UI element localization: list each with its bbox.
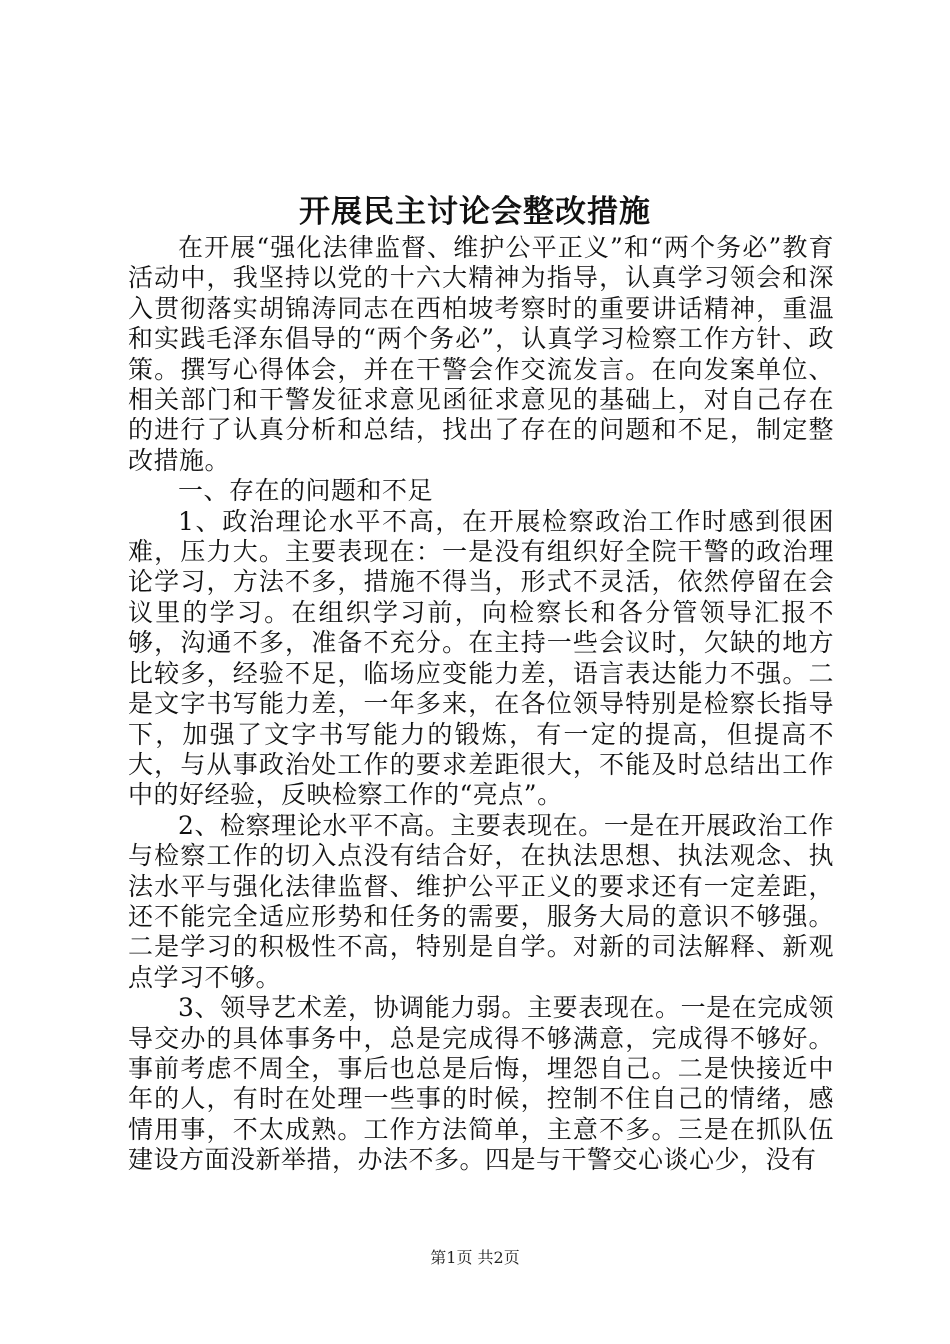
document-body xyxy=(128,233,834,1176)
issue-paragraph-3: 3、领导艺术差，协调能力弱。主要表现在。一是在完成领导交办的具体事务中，总是完成得不够满意，完成得不够好。事前考虑不周全，事后也总是后悔，埋怨自己。二是快接近中年的人，有时在处理一些事的时候，控制不住自己的情绪，感情用事，不太成熟。工作方法简单，主意不多。三是在抓队伍建设方面没新举措，办法不多。四是与干警交心谈心少，没有 xyxy=(128,993,834,1175)
intro-paragraph: 在开展“强化法律监督、维护公平正义”和“两个务必”教育活动中，我坚持以党的十六大精神为指导，认真学习领会和深入贯彻落实胡锦涛同志在西柏坡考察时的重要讲话精神，重温和实践毛泽东倡导的“两个务必”，认真学习检察工作方针、政策。撰写心得体会，并在干警会作交流发言。在向发案单位、相关部门和干警发征求意见函征求意见的基础上，对自己存在的进行了认真分析和总结，找出了存在的问题和不足，制定整改措施。 xyxy=(128,233,834,475)
document-title: 开展民主讨论会整改措施 xyxy=(299,194,651,230)
issue-paragraph-2: 2、检察理论水平不高。主要表现在。一是在开展政治工作与检察工作的切入点没有结合好，在执法思想、执法观念、执法水平与强化法律监督、维护公平正义的要求还有一定差距，还不能完全适应形势和任务的需要，服务大局的意识不够强。二是学习的积极性不高，特别是自学。对新的司法解释、新观点学习不够。 xyxy=(128,810,834,992)
section-heading: 一、存在的问题和不足 xyxy=(178,476,434,506)
page-footer: 第1页 共2页 xyxy=(430,1248,520,1267)
issue-paragraph-1: 1、政治理论水平不高，在开展检察政治工作时感到很困难，压力大。主要表现在：一是没有组织好全院干警的政治理论学习，方法不多，措施不得当，形式不灵活，依然停留在会议里的学习。在组织学习前，向检察长和各分管领导汇报不够，沟通不多，准备不充分。在主持一些会议时，欠缺的地方比较多，经验不足，临场应变能力差，语言表达能力不强。二是文字书写能力差，一年多来，在各位领导特别是检察长指导下，加强了文字书写能力的锻炼，有一定的提高，但提高不大，与从事政治处工作的要求差距很大，不能及时总结出工作中的好经验，反映检察工作的“亮点”。 xyxy=(128,506,834,810)
